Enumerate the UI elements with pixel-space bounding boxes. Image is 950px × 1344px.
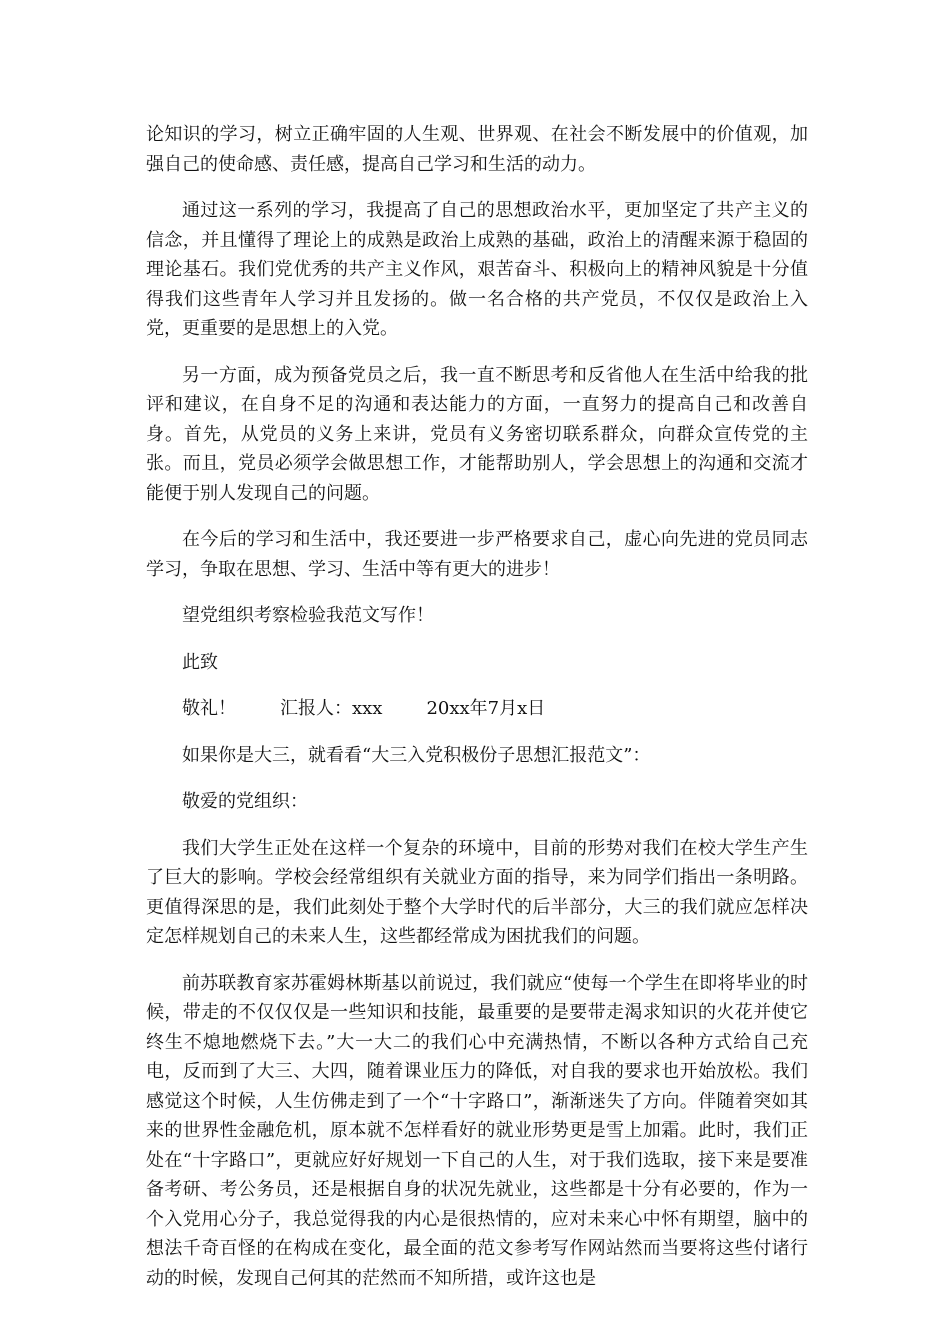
paragraph-self-reflection: 另一方面，成为预备党员之后，我一直不断思考和反省他人在生活中给我的批评和建议，在自身不足的沟通和表达能力的方面，一直努力的提高自己和改善自身。首先，从党员的义务上来讲，党员有义务密切联系群众，向群众宣传党的主张。而且，党员必须学会做思想工作，才能帮助别人，学会思想上的沟通和交流才能便于别人发现自己的问题。 <box>146 364 808 504</box>
paragraph-continuation: 论知识的学习，树立正确牢固的人生观、世界观、在社会不断发展中的价值观，加强自己的使命感、责任感，提高自己学习和生活的动力。 <box>146 124 808 175</box>
salutation: 敬爱的党组织： <box>182 791 308 812</box>
report-date: 20xx年7月x日 <box>426 698 546 719</box>
reporter-name: 汇报人：xxx <box>280 698 383 719</box>
document-page <box>146 120 808 1310</box>
closing-hope: 望党组织考察检验我范文写作！ <box>182 605 434 626</box>
intro-line: 如果你是大三，就看看“大三入党积极份子思想汇报范文”： <box>182 744 651 766</box>
paragraph-future-goals: 在今后的学习和生活中，我还要进一步严格要求自己，虚心向先进的党员同志学习，争取在思想、学习、生活中等有更大的进步！ <box>146 529 808 580</box>
paragraph-sukhomlinsky: 前苏联教育家苏霍姆林斯基以前说过，我们就应“使每一个学生在即将毕业的时候，带走的不仅仅仅是一些知识和技能，最重要的是要带走渴求知识的火花并使它终生不熄地燃烧下去。”大一大二的我们心中充满热情，不断以各种方式给自己充电，反而到了大三、大四，随着课业压力的降低，对自我的要求也开始放松。我们感觉这个时候，人生仿佛走到了一个“十字路口”，渐渐迷失了方向。伴随着突如其来的世界性金融危机，原本就不怎样看好的就业形势更是雪上加霜。此时，我们正处在“十字路口”，更就应好好规划一下自己的人生，对于我们选取，接下来是要准备考研、考公务员，还是根据自身的状况先就业，这些都是十分有必要的，作为一个入党用心分子，我总觉得我的内心是很热情的，应对未来心中怀有期望，脑中的想法千奇百怪的在构成在变化，最全面的范文参考写作网站然而当要将这些付诸行动的时候，发现自己何其的茫然而不知所措，或许这也是 <box>146 972 808 1289</box>
paragraph-study-results: 通过这一系列的学习，我提高了自己的思想政治水平，更加坚定了共产主义的信念，并且懂得了理论上的成熟是政治上成熟的基础，政治上的清醒来源于稳固的理论基石。我们党优秀的共产主义作风，艰苦奋斗、积极向上的精神风貌是十分值得我们这些青年人学习并且发扬的。做一名合格的共产党员，不仅仅是政治上入党，更重要的是思想上的入党。 <box>146 200 808 339</box>
closing-ci-zhi: 此致 <box>182 651 218 673</box>
paragraph-environment: 我们大学生正处在这样一个复杂的环境中，目前的形势对我们在校大学生产生了巨大的影响。学校会经常组织有关就业方面的指导，来为同学们指出一条明路。更值得深思的是，我们此刻处于整个大学时代的后半部分，大三的我们就应怎样决定怎样规划自己的未来人生，这些都经常成为困扰我们的问题。 <box>146 837 808 947</box>
signature-row <box>146 694 808 724</box>
closing-jing-li: 敬礼！ <box>182 698 236 719</box>
